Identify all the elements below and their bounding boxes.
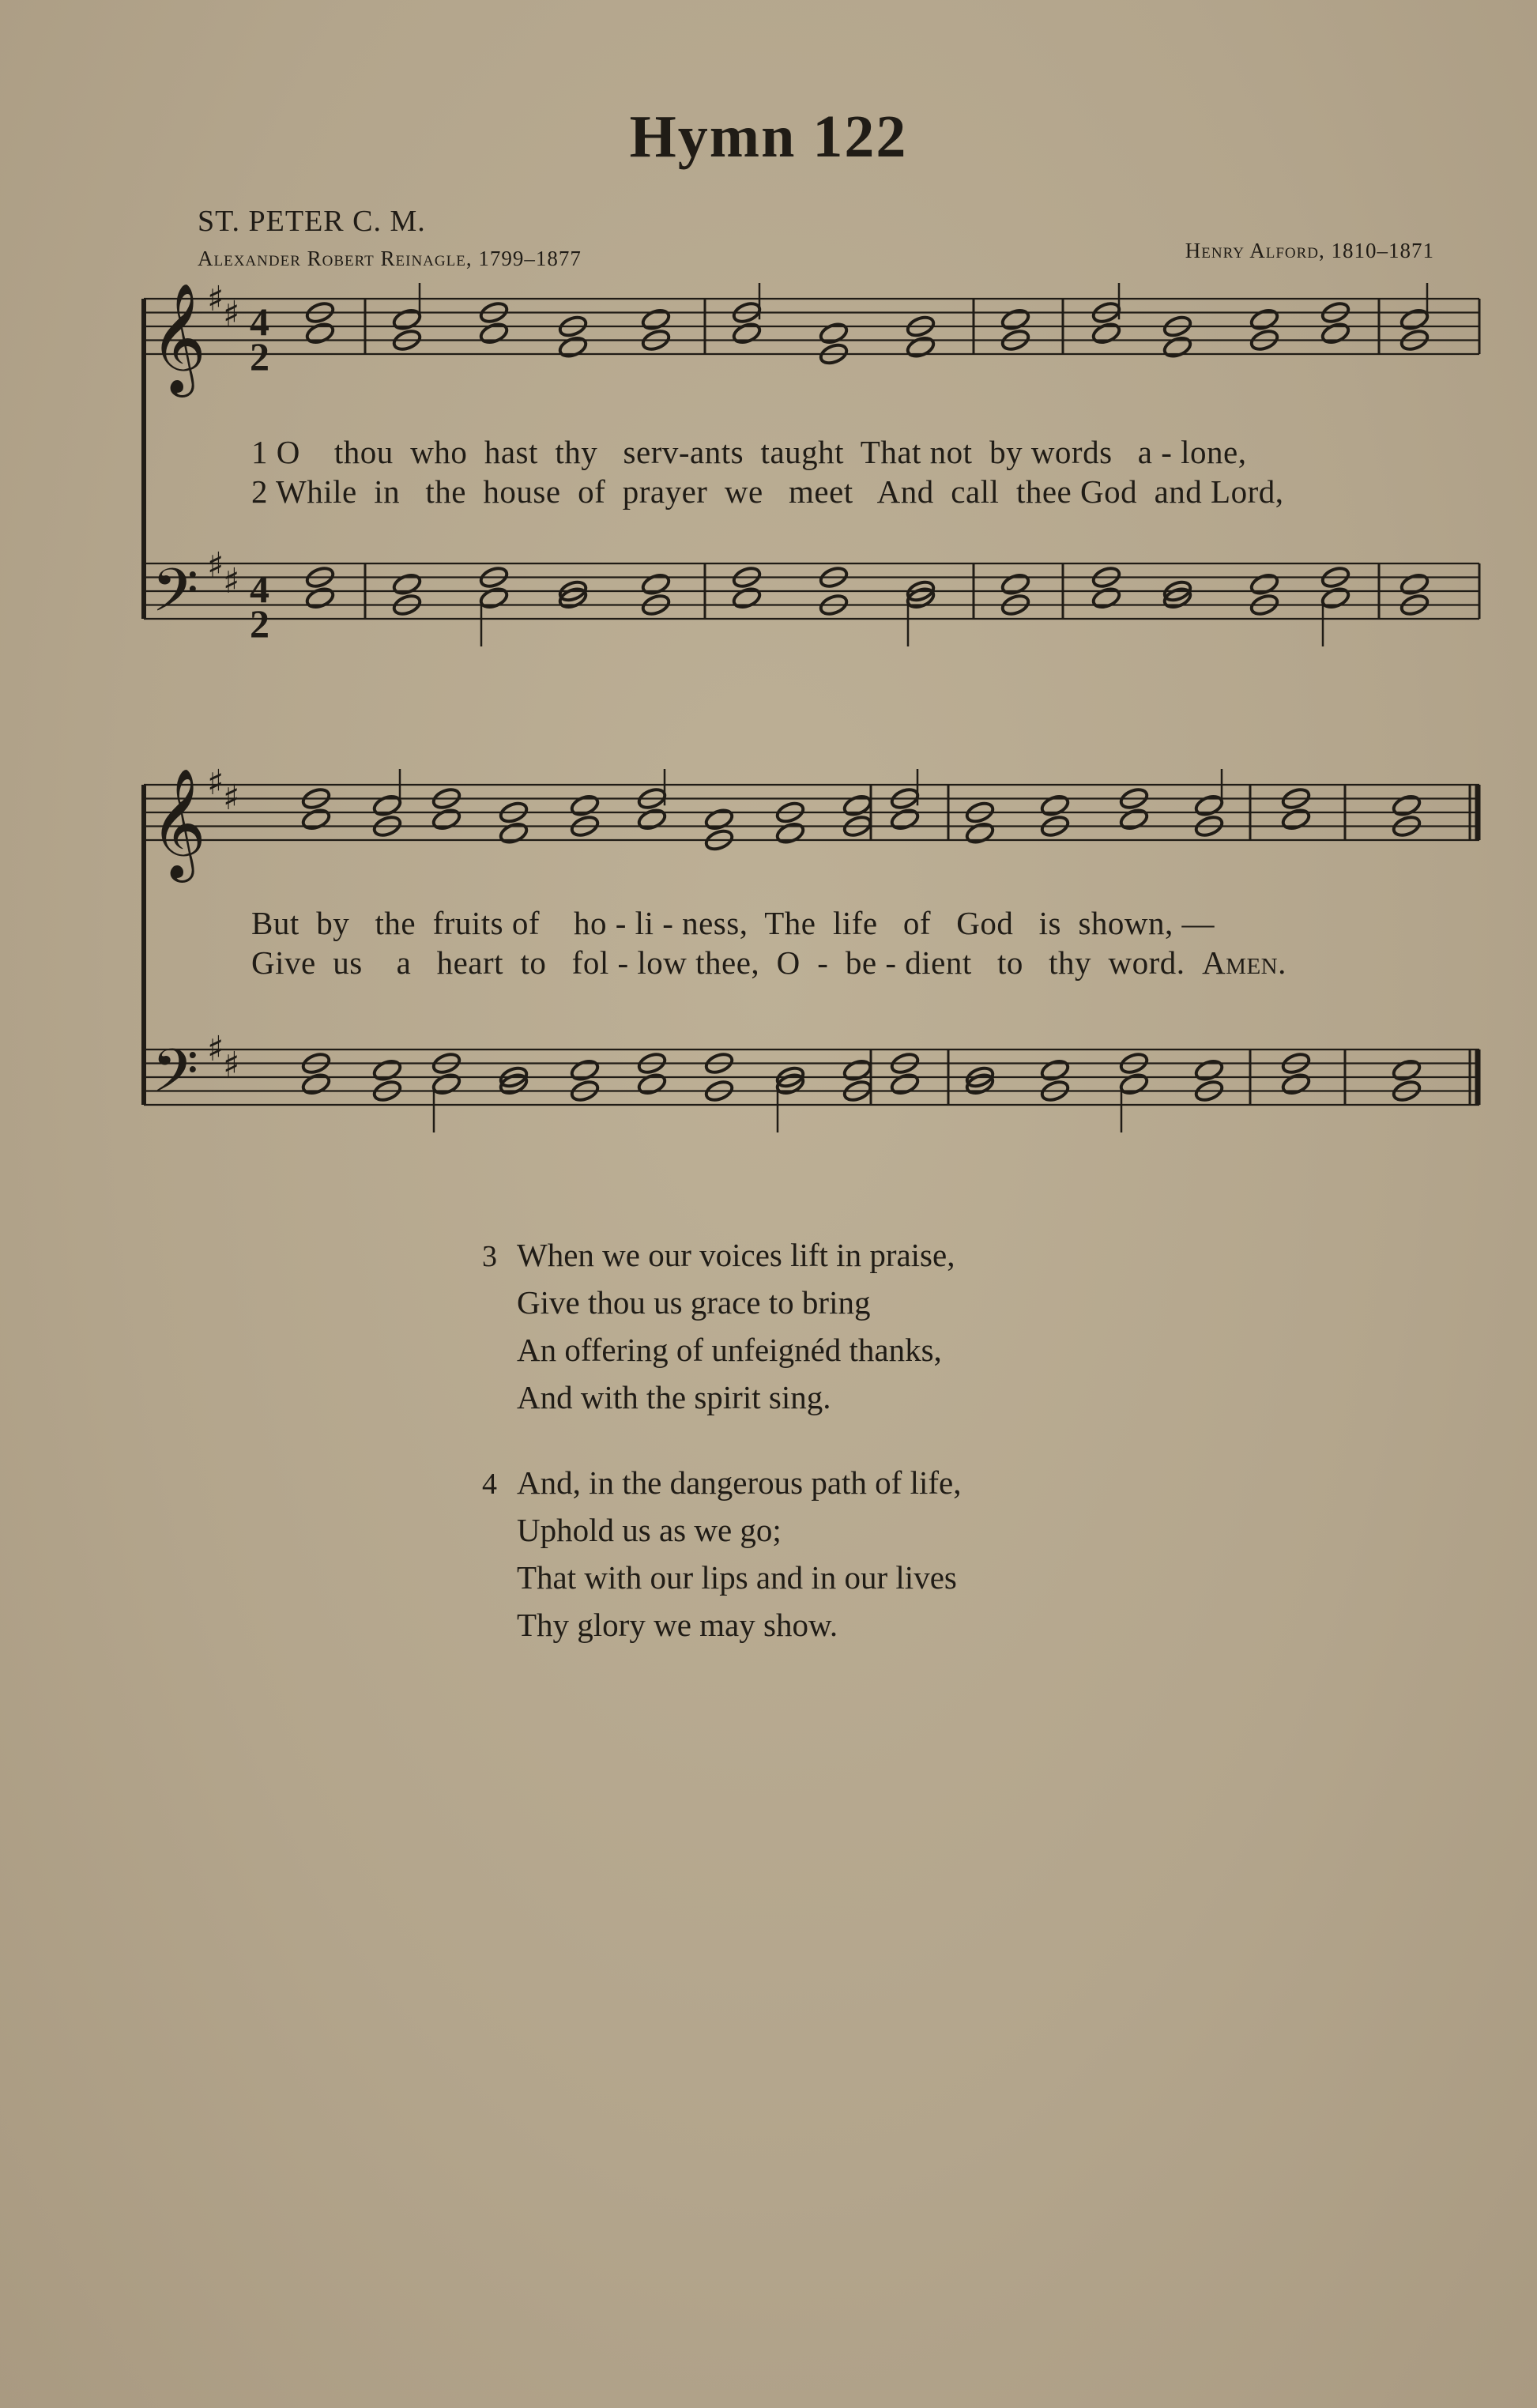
note-head <box>842 793 872 818</box>
time-signature-bottom: 2 <box>250 601 269 646</box>
sharp-icon: ♯ <box>223 1045 240 1085</box>
note-head <box>1000 307 1030 332</box>
stanza-line: 4 And, in the dangerous path of life, <box>482 1459 961 1506</box>
note-head <box>1399 572 1430 597</box>
note-head <box>300 1072 331 1096</box>
stanza-line: Thy glory we may show. <box>517 1607 838 1643</box>
note-head <box>1391 793 1422 818</box>
treble-clef-icon: 𝄞 <box>150 768 206 878</box>
stanza-number: 4 <box>482 1468 497 1501</box>
stanza-3 <box>482 1231 955 1421</box>
sharp-icon: ♯ <box>207 279 224 319</box>
verse-number: 1 <box>251 434 268 470</box>
note-head <box>842 1058 872 1083</box>
note-head <box>1249 307 1279 332</box>
stanza-number: 3 <box>482 1240 497 1273</box>
note-head <box>1091 586 1121 610</box>
note-head <box>774 821 805 846</box>
note-head <box>1280 807 1311 831</box>
note-heads <box>300 283 1430 1132</box>
sharp-icon: ♯ <box>223 561 240 601</box>
note-head <box>1118 807 1149 831</box>
note-head <box>431 807 461 831</box>
note-head <box>1000 572 1030 597</box>
note-head <box>636 1072 667 1096</box>
stanza-line: And with the spirit sing. <box>517 1379 831 1415</box>
note-head <box>1391 1058 1422 1083</box>
note-head <box>1280 1072 1311 1096</box>
time-signature-top: 4 <box>250 300 269 344</box>
note-head <box>569 1058 600 1083</box>
note-head <box>1193 793 1224 818</box>
note-head <box>1399 307 1430 332</box>
note-head <box>731 321 762 345</box>
lyric-verse-1-line-2: But by the fruits of ho - li - ness, The life of God is shown, — <box>251 905 1215 941</box>
stanza-line: Give thou us grace to bring <box>517 1284 871 1321</box>
bass-clef-icon: 𝄢 <box>152 1036 199 1121</box>
note-head <box>498 821 529 846</box>
stanza-line: Uphold us as we go; <box>517 1512 782 1548</box>
note-head <box>557 335 588 360</box>
sharp-icon: ♯ <box>207 545 224 586</box>
lyric-verse-1-line-1: 1 O thou who hast thy serv-ants taught That not by words a - lone, <box>251 434 1247 470</box>
verse-number: 2 <box>251 473 268 510</box>
note-head <box>1039 1058 1070 1083</box>
note-head <box>818 321 849 345</box>
stanza-line: 3 When we our voices lift in praise, <box>482 1231 955 1279</box>
lyric-verse-2-line-2: Give us a heart to fol - low thee, O - be - dient to thy word. Amen. <box>251 944 1286 981</box>
note-head <box>1091 321 1121 345</box>
sharp-icon: ♯ <box>207 1029 224 1069</box>
note-head <box>304 586 335 610</box>
note-head <box>300 807 331 831</box>
sharp-icon: ♯ <box>223 778 240 818</box>
treble-clef-icon: 𝄞 <box>150 283 206 393</box>
note-head <box>304 321 335 345</box>
note-head <box>1118 1072 1149 1096</box>
lyric-verse-2-line-1: 2 While in the house of prayer we meet And call thee God and Lord, <box>251 473 1284 510</box>
note-head <box>731 586 762 610</box>
note-head <box>889 1072 920 1096</box>
note-head <box>964 821 995 846</box>
note-head <box>889 807 920 831</box>
note-head <box>1039 793 1070 818</box>
time-signature-top: 4 <box>250 567 269 611</box>
note-head <box>1162 335 1192 360</box>
note-head <box>431 1072 461 1096</box>
stanza-line: An offering of unfeignéd thanks, <box>517 1332 942 1368</box>
hymn-title: Hymn 122 <box>629 104 908 170</box>
stanza-4 <box>482 1459 961 1649</box>
note-head <box>478 586 509 610</box>
bass-clef-icon: 𝄢 <box>152 556 199 640</box>
note-head <box>640 572 671 597</box>
note-head <box>391 307 422 332</box>
bar-lines <box>144 299 1479 1105</box>
note-head <box>1249 572 1279 597</box>
note-head <box>640 307 671 332</box>
music-score <box>0 0 1537 1185</box>
note-head <box>371 1058 402 1083</box>
note-head <box>636 807 667 831</box>
note-head <box>1193 1058 1224 1083</box>
sharp-icon: ♯ <box>207 763 224 803</box>
amen-label: Amen. <box>1202 944 1286 981</box>
note-head <box>905 335 936 360</box>
time-signature-bottom: 2 <box>250 334 269 379</box>
note-head <box>371 793 402 818</box>
note-head <box>1320 321 1351 345</box>
composer-credit: Alexander Robert Reinagle, 1799–1877 <box>198 247 582 270</box>
tune-name: ST. PETER C. M. <box>198 205 426 238</box>
note-head <box>569 793 600 818</box>
staff-lines <box>144 299 1479 1105</box>
sharp-icon: ♯ <box>223 294 240 334</box>
stanza-line: That with our lips and in our lives <box>517 1559 957 1596</box>
note-head <box>703 807 734 831</box>
note-head <box>478 321 509 345</box>
note-head <box>391 572 422 597</box>
author-credit: Henry Alford, 1810–1871 <box>1185 239 1434 262</box>
note-head <box>1320 586 1351 610</box>
